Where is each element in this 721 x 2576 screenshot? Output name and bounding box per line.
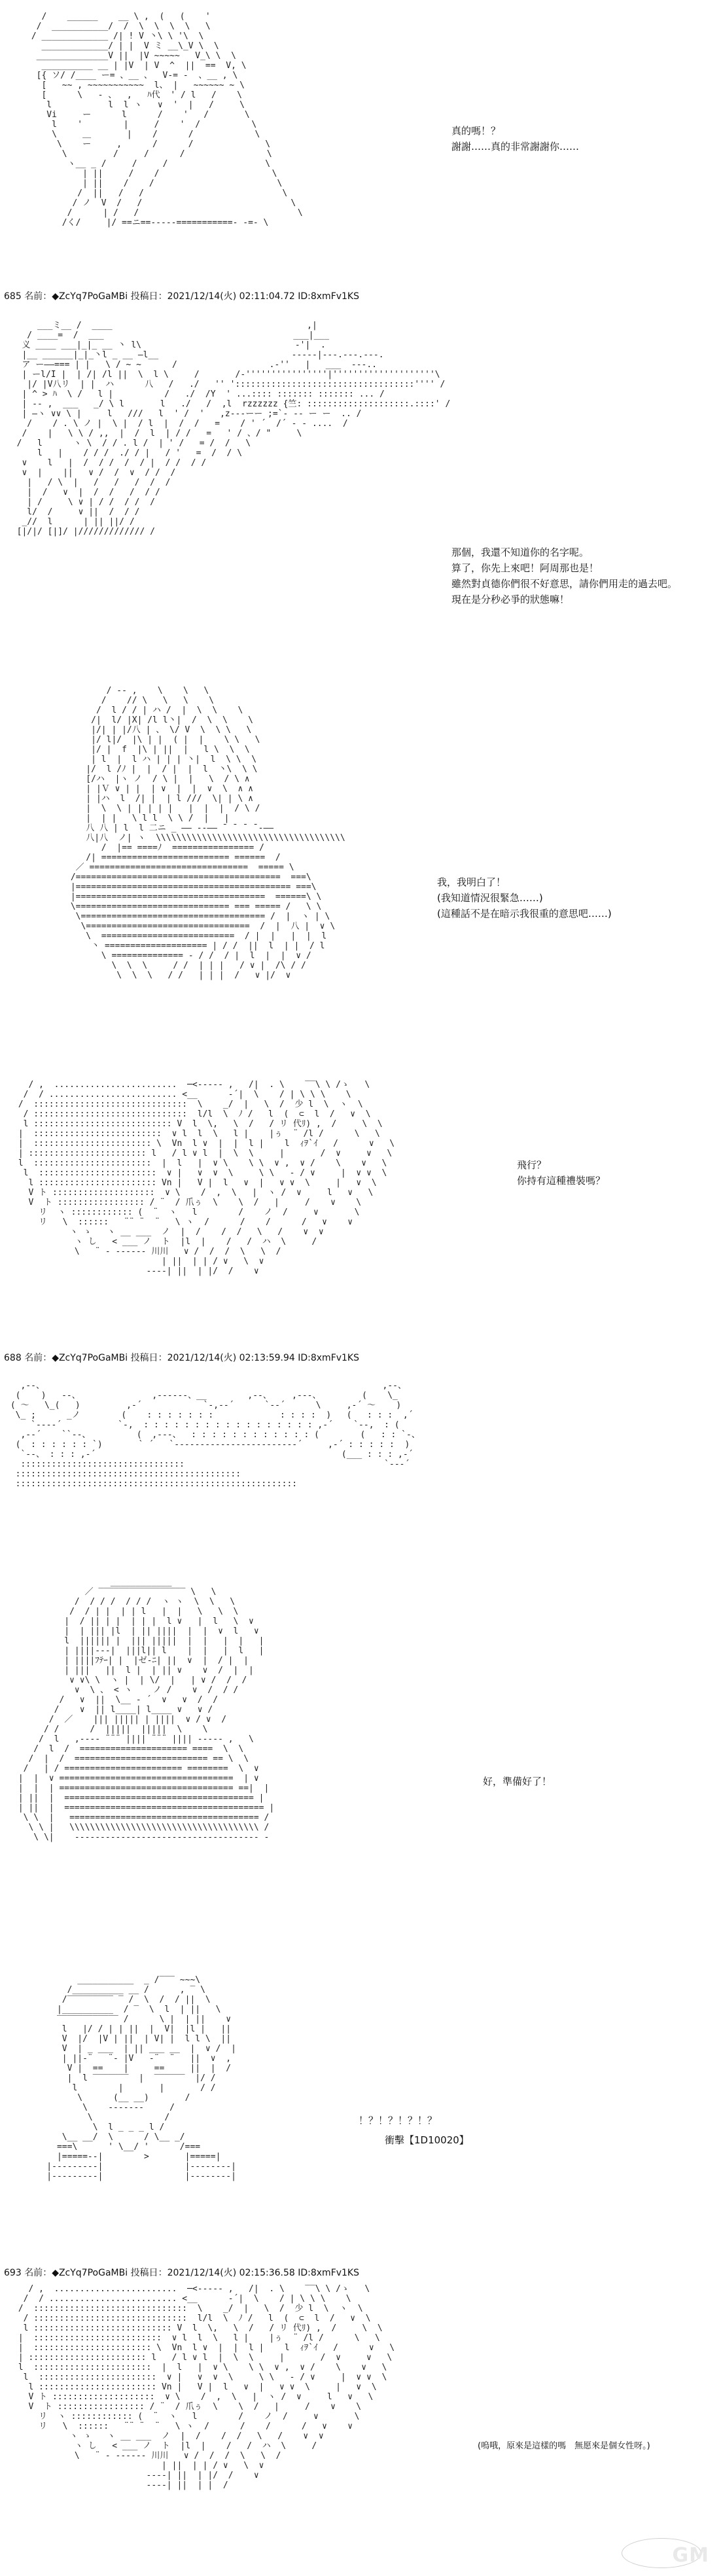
dialogue-line: 真的嗎！？ [451,125,501,137]
dialogue-box [359,2113,469,2148]
dialogue-line: 我，我明白了！ [437,876,506,888]
dialogue-box [451,545,677,607]
dialogue-line: (我知道情況很緊急……) [437,892,543,904]
panel-5 [0,1368,721,1558]
post-id: ID:8xmFv1KS [298,2268,360,2278]
panel-7 [0,1970,721,2251]
ascii-art-armored-girl: / ‐‐ , \ \ \ / // \ \ \ \ / l / / | ハ / | \ \ \ /| l/ |X| /l l丶| / \ \ \ |/| | |/八 | 、 \/ V \ \ \ \ |/ l|/ |\ | | ( | | \ \ \ |/ | f |\ | || | l \ \ \ | l | l ハ | | | 丶| l \ \ \ |/ l /ﾉ | | / | | l 丶\ \ \ [/ハ |ヽ ノ / \ | | \ / \ ∧ | |Ｖ ∨ | | | ∨ | | ∨ \ ∧ ∧ | |ハ l /| | | l /// \| | \ ∧ | \ \ | | | | | | | | / \ / | | | \ l l \ \ / | | 八 八 | l l 二ニ _ —— ‐‐―― ˉ ˉ ˉ ˉ‐―― 八|八 ノ| ヽ \\\\\\\\\\\\\\\\\\\\\\\\\\\\\\\\\\\\\ / |== ====ﾉ ================ / /| ========================= ====== / ／ =============================== ===== \ /======================================== ===\ |========================================== ===\ |===================================== ======\ \ \============================== === ===== / \ \ \==================================== / | ヽ | \ \================================ / | 八 | ∨ \ \ ========================== / | | | | l 丶 ==================== | / / || l | | / l \ ============== ‐ / / / | l | | ∨ / \ \ \ / / | | | / ∨ | /\ / / \ \ \ / / | | | / ∨ |/ ∨ [70,686,345,980]
post-author: ◆ZcYq7PoGaMBi [52,1353,128,1363]
dialogue-line: ！？！？！？！？ [359,2115,438,2126]
dialogue-box [517,1157,605,1189]
post-date: 2021/12/14(火) 02:15:36.58 [167,2268,295,2278]
post-author: ◆ZcYq7PoGaMBi [52,291,128,302]
post-number: 688 [4,1353,22,1363]
dialogue-line: 雖然對貞德你們很不好意思，請你們用走的過去吧。 [451,578,678,590]
dialogue-line: 謝謝……真的非常謝謝你…… [451,141,580,152]
post-header: 685 名前：◆ZcYq7PoGaMBi 投稿日：2021/12/14(火) 02:11:04.72 ID:8xmFv1KS [4,291,360,302]
post-date: 2021/12/14(火) 02:13:59.94 [167,1353,295,1363]
panel-3 [0,681,721,1060]
dialogue-box [478,2439,650,2454]
panel-1 [0,0,721,275]
post-date-label: 投稿日 [130,291,158,302]
panel-6 [0,1577,721,1957]
post-date-label: 投稿日 [130,1353,158,1363]
ascii-art-two-figures-a: / , ........................ ─<‐‐‐‐‐ , /| . \ ‾‾\ \ /ゝ \ / / ......................... <__ ‐´| \ / | \ \ \ \ / :::::::::::::::::::::::::::::: \ _/ | \ / 少 l \ ヽ \ / :::::::::::::::::::::::::::::: l/l \ ﾉ / l ( ⊂ l / ∨ \ l ::::::::::::::::::::::::::: V l \, \ / / リ 代ﾘ) , / \ \ | ::::::::::::::::::::::::: ∨ l l \ l | |ぅ ¨ /l / \ \ | ::::::::::::::::::::::: \ Vn l ∨ | | l | l ｨｦ`ｲ / ∨ \ | ::::::::::::::::::::::: l / l ∨ l | \ \ | / ∨ ∨ \ l ::::::::::::::::::::::: | l | ∨ \ \ \ ∨ , ∨ / \ ∨ \ l ::::::::::::::::::::::: ∨ | ∨ ∨ \ \ \ ‐ / ∨ | ∨ ∨ \ l ::::::::::::::::::::::: Vn | V | l ∨ | ∨ ∨ \ | ∨ \ V ト :::::::::::::::::::: ∨ \ / , \ | ヽ / ∨ l ∨ \ V ト ::::::::::::::::: / ¨ / 爪ぅ \ \ / | / ∨ \ リ ヽ :::::::::::: ( ¨ ヽ l / ノ / ∨ \ リ \ :::::: ¨¨ ¨ ¨ \ ヽ / / / / ∨ ∨ ヽ ゝ ヽ __ ___ ノ | / / / \ / ∨ ∨ ヽ し < ___ ノ ト |l | / / ハ \ / \ ¨ ‐ ‐‐‐‐‐‐ 川川 ∨ / / / \ \ / | || | | / ∨ \ ∨ ‐‐‐‐| || | |/ / ∨ [18,1080,395,1276]
ascii-art-two-figures-b: / , ........................ ─<‐‐‐‐‐ , /| . \ ‾‾\ \ /ゝ \ / / ......................... <__ ‐´| \ / | \ \ \ \ / :::::::::::::::::::::::::::::: \ _/ | \ / 少 l \ ヽ \ / :::::::::::::::::::::::::::::: l/l \ ﾉ / l ( ⊂ l / ∨ \ l ::::::::::::::::::::::::::: V l \, \ / / リ 代ﾘ) , / \ \ | ::::::::::::::::::::::::: ∨ l l \ l | |ぅ ¨ /l / \ \ | ::::::::::::::::::::::: \ Vn l ∨ | | l | l ｨｦ`ｲ / ∨ \ | ::::::::::::::::::::::: l / l ∨ l | \ \ | / ∨ ∨ \ l ::::::::::::::::::::::: | l | ∨ \ \ \ ∨ , ∨ / \ ∨ \ l ::::::::::::::::::::::: ∨ | ∨ ∨ \ \ \ ‐ / ∨ | ∨ ∨ \ l ::::::::::::::::::::::: Vn | V | l ∨ | ∨ ∨ \ | ∨ \ V ト :::::::::::::::::::: ∨ \ / , \ | ヽ / ∨ l ∨ \ V ト ::::::::::::::::: / ¨ / 爪ぅ \ \ / | / ∨ \ リ ヽ :::::::::::: ( ¨ ヽ l / ノ / ∨ \ リ \ :::::: ¨¨ ¨ ¨ \ ヽ / / / / ∨ ∨ ヽ ゝ ヽ __ ___ ノ | / / / \ / ∨ ∨ ヽ し < ___ ノ ト |l | / / ハ \ / \ ¨ ‐ ‐‐‐‐‐‐ 川川 ∨ / / / \ \ / | || | | / ∨ \ ∨ ‐‐‐‐| || | |/ / ∨ ‐‐‐‐| || | | / [18,2284,395,2490]
dialogue-line: 那個，我還不知道你的名字呢。 [451,546,589,558]
post-number: 685 [4,291,22,302]
panel-2 [0,308,721,674]
post-header: 688 名前：◆ZcYq7PoGaMBi 投稿日：2021/12/14(火) 02:13:59.94 ID:8xmFv1KS [4,1353,360,1363]
dialogue-line: (嗚哦，原來是這樣的嗎 無愿來是個女性呀。) [478,2441,650,2451]
ascii-art-hooded-figure: / ______ __ \ , ( ( ' / ___________/ / \ \ \ \ \ / _____________ /| ! V 丶\ \ '\ \ _____________/ | | V ミ __\_V \ \ ______________V || |V ~~~~~ V_\ \ \ __________ __ | |V | V ^ || == V, \ [{ ソ/ /____ ー= 、__ 、 V-= - 、__ , \ [ ~~ , ~~~~~~~~~~~ l、 | ~~~~~~ ~ \ [ \ - 、 , ﾊ代 ' / l / \ l l l ヽ ∨ ' | / \ Vi ー l / ' / \ l ' | / ' / \ \ ＿ | / / \ \ ー , / / \ \ / / / \ ヽ__ _ / / / \ | || / / \ | || / / \ / || / / \ / ノ V / / \ / | / / \ /く/ |/ ==ニ==-----===========- -=- \ [31,12,303,228]
dialogue-line: 飛行？ [517,1159,547,1171]
ascii-art-flying-scene: ___ミ__ / ____ ,| / ____= / ___ ___|___ 义 ____ ___|_|_ __ 丶 l\ -'| . |__ ______|_|_丶l _ __ —l__ ‐‐‐‐‐|‐‐‐.‐‐‐.‐‐‐. ア ー——=== | | \ / ~ ~ / .‐'' | ___ ‐‐‐.. | ーl/I | | /| /l || \ l \ / /‐''''''''''''''''|''''''''''''''''''''\ |/ |V八リ | | ハ 八 / ./ '' ':::::::::::::::::::::::::::::::::::'''' / | ^ > ﾊ \ / l | / ./ /Y ' ...:::: ::::::: ::::::: ... / | -- , ___ _/ \ l l ./ / ,l rzzzzzz {竺: ::::::::::::::::::::.::::' / | —ヽ ∨∨ \ | l /// l ' / ' ,z---ーー ;=`- -- ー ー .. / / / . \ ノ | \ | / l | / / = / ' ´ /´ - - .... / / | \ \ / ,, | / l | / / = ' / 、/ " \ / l ヽ \ / / . l / | ' / = / / \ l | / / / ./ / | / ' = / / \ ∨ l | / / / / / | / / / / ∨ | || ∨ / / ∨ / / / | / \ | / / / / / | / ∨ | / / / / / | / \ ∨ | / / / / / l/ / ∨ || / / / _// l | || ||/ / [|/|/ [|]/ |///////////// / [16,321,451,537]
dialogue-line: 現在是分秒必爭的狀態嘛！ [451,594,570,605]
dialogue-line: 算了，你先上來吧！阿周那也是！ [451,562,599,574]
dialogue-line: 好，準備好了！ [483,1776,552,1787]
post-name-label: 名前 [24,1353,43,1363]
ascii-art-ready-girl: ____________ ／ ‾‾‾‾‾‾‾‾‾‾‾‾‾‾‾‾‾ \ \ / / / / / / / ヽ ヽ \ \ \ / / | | | | l | | \ \ \ | / || | | | | | l ∨ | l \ ∨ | | ||| |l | || |||| | | ∨ l ∨ l |||||| | ||| ||||| | | | | | | ||||-‐‐| |||l|| l | | | l | | ||||ﾌﾃｰ| | |ゼ‐ﾆ| || ∨ | / | | | ||| || l | | || ∨ ∨ / | | ∨ ∨\ \ ヽ | | \/ | | ∨ / / / ∨ \ 、 < ヽ ノ / ∨ / / / / ∨ || \__ ‐ ´ ∨ ∨ / / / ∨ || l____| l____ ∨ ∨ / / ／ ||| ||||| | |||| ∨ / ∨ / / / / ||||| ||||| \ \ / l ,‐‐‐‐ ¨¨¨ |||| ¨¨¨ |||| ‐‐‐‐‐ , \ / l / ===================== ==== \ \ / | / ========================== == \ \ / | / ======================= ======== \ ∨ | | ∨ ================================== | ∨ | | | ================================== ==| | | || | ===================================== | | || | ======================================= | \ \ | ===================================== / \ \ | \\\\\\\\\\\\\\\\\\\\\\\\\\\\\\\\\\\\\ / \ \| ‐‐‐‐‐‐‐‐‐‐‐‐‐‐‐‐‐‐‐‐‐‐‐‐‐‐‐‐‐‐‐‐‐‐‐‐ ‐ [18,1577,275,1842]
post-date-label: 投稿日 [130,2268,158,2278]
watermark-logo: GM [672,2544,709,2567]
dialogue-box [483,1774,552,1789]
dialogue-box [451,123,579,154]
post-author: ◆ZcYq7PoGaMBi [52,2268,128,2278]
ascii-art-clouds: ,--、 ,--、 ( ) ‐-、 ,--‐‐--、__ ,--、 ,-‐-、 ( \_ ( ～ \_( ) ,-´ `-,-‐´ `-‐´ \ ,-´ ～ ) \_ ; _ノ ( : : : : : : : : : : : ) ( : : : ,´ `--‐‐´ `‐, : : : : : : : : : : : : : : : : : ,‐´ `‐‐, : ( ,‐‐´ ``‐-、 ( ,‐‐‐、 : : : : : : : : : : : : ( ( : : `-、 ( : : : : : : `) ` ´ `‐‐‐‐‐‐‐‐‐‐‐‐‐‐‐‐‐‐‐‐‐‐‐‐´ ,-´ : : : : : ) `‐‐、 : : : ,‐´ (___ : : : ,‐´ :::::::::::::::::::::::::::::::: `‐‐‐´ :::::::::::::::::::::::::::::::::::::::::::: ::::::::::::::::::::::::::::::::::::::::::::::::::::::: [10,1381,420,1489]
post-name-label: 名前 [24,291,43,302]
panel-4 [0,1080,721,1342]
post-name-label: 名前 [24,2268,43,2278]
post-header: 693 名前：◆ZcYq7PoGaMBi 投稿日：2021/12/14(火) 02:15:36.58 ID:8xmFv1KS [4,2268,360,2278]
post-date: 2021/12/14(火) 02:11:04.72 [167,291,295,302]
post-number: 693 [4,2268,22,2278]
dialogue-line: 你持有這種禮裝嗎？ [517,1175,606,1187]
panel-8 [0,2284,721,2576]
ascii-art-shocked-figure: ___________ _ /‾‾‾ ~~~\ /__________ __ / , ‾ \ /‾‾‾‾‾‾‾‾‾ ‾ / \ / / || \ |__________ / ‾ \ l | || \ ‾‾‾‾‾‾‾‾‾‾‾‾ / \ | | || ∨ l |/ / | | || | V| |l | || V |/ |V | || | V| | l l \ || V | _ ___ | || ___ __ | ∨ / | | ||‐¨ ¨‐ |V ‐¨ ¨ || ∨ , V | == | == || | / | l ‾‾‾‾‾‾‾ | ‾‾‾‾‾‾ |/ / l | | / / \ (__ __) / \ ‐‐‐‐‐‐‐ / \ / \ l _ _ _ l / \__ __/ \ / \__ _/ ===\ ' \__/ ' /=== |=====‐‐| > |=====| |‐‐‐‐‐‐‐‐‐| |‐‐‐‐‐‐‐‐| |---------| |--------| [46,1975,236,2181]
dialogue-line: 衝擊【1D10020】 [385,2134,469,2146]
dialogue-line: (這種話不是在暗示我很重的意思吧……) [437,908,612,920]
post-id: ID:8xmFv1KS [298,291,360,302]
post-id: ID:8xmFv1KS [298,1353,360,1363]
dialogue-box [437,874,612,921]
